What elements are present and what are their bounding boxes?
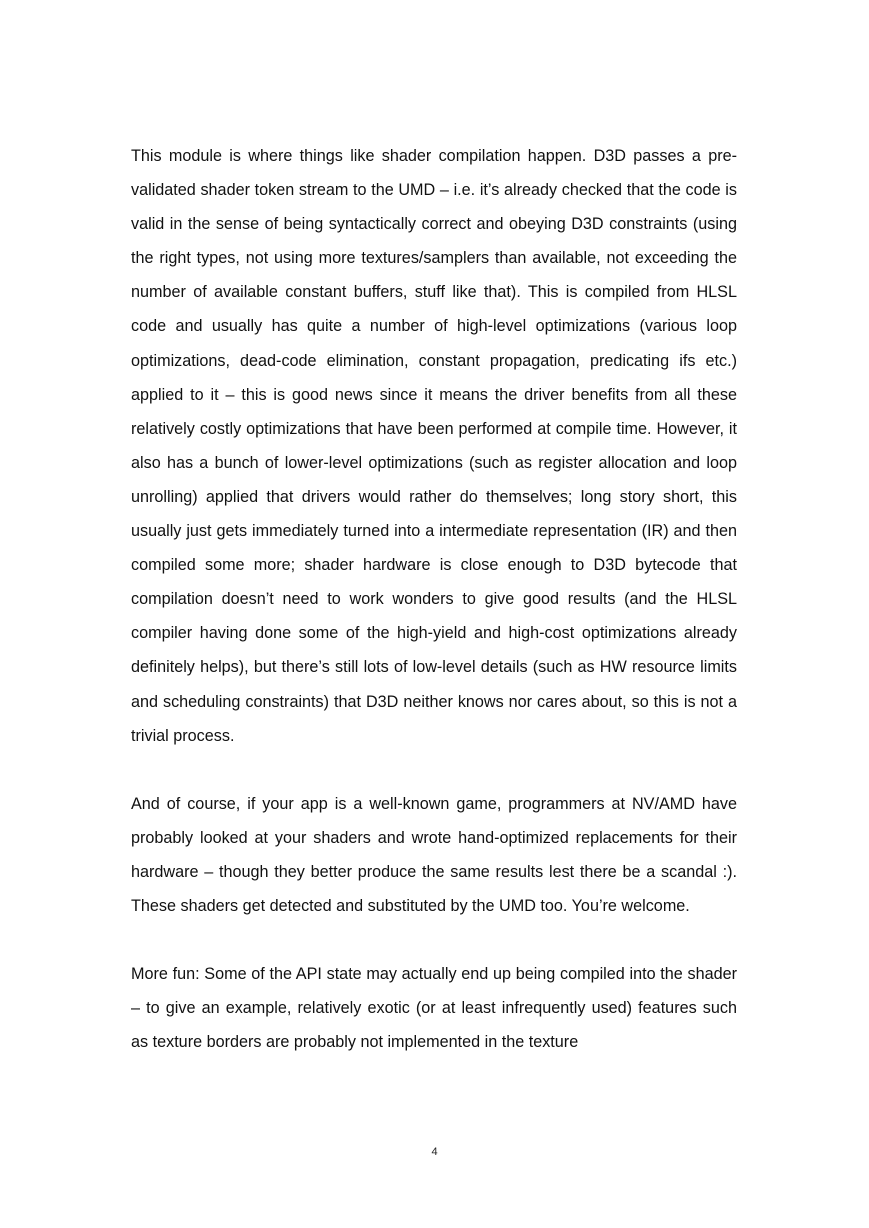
paragraph-shader-compilation: This module is where things like shader compilation happen. D3D passes a pre-validated shader token stream to the UMD – i.e. it’s already checked that the code is valid in the sense of being syntactically correct and obeying D3D constraints (using the right types, not using more textures/samplers than available, not exceeding the number of available constant buffers, stuff like that). This is compiled from HLSL code and usually has quite a number of high-level optimizations (various loop optimizations, dead-code elimination, constant propagation, predicating ifs etc.) applied to it – this is good news since it means the driver benefits from all these relatively costly optimizations that have been performed at compile time. However, it also has a bunch of lower-level optimizations (such as register allocation and loop unrolling) applied that drivers would rather do themselves; long story short, this usually just gets immediately turned into a intermediate representation (IR) and then compiled some more; shader hardware is close enough to D3D bytecode that compilation doesn’t need to work wonders to give good results (and the HLSL compiler having done some of the high-yield and high-cost optimizations already definitely helps), but there’s still lots of low-level details (such as HW resource limits and scheduling constraints) that D3D neither knows nor cares about, so this is not a trivial process. bbox=[131, 147, 737, 745]
body-text bbox=[131, 139, 737, 1060]
paragraph-hand-optimized-shaders: And of course, if your app is a well-known game, programmers at NV/AMD have probably looked at your shaders and wrote hand-optimized replacements for their hardware – though they better produce the same results lest there be a scandal :). These shaders get detected and substituted by the UMD too. You’re welcome. bbox=[131, 794, 737, 916]
page-number: 4 bbox=[431, 1146, 438, 1158]
paragraph-api-state: More fun: Some of the API state may actually end up being compiled into the shader – to give an example, relatively exotic (or at least infrequently used) features such as texture borders are probably not implemented in the texture bbox=[131, 965, 737, 1052]
